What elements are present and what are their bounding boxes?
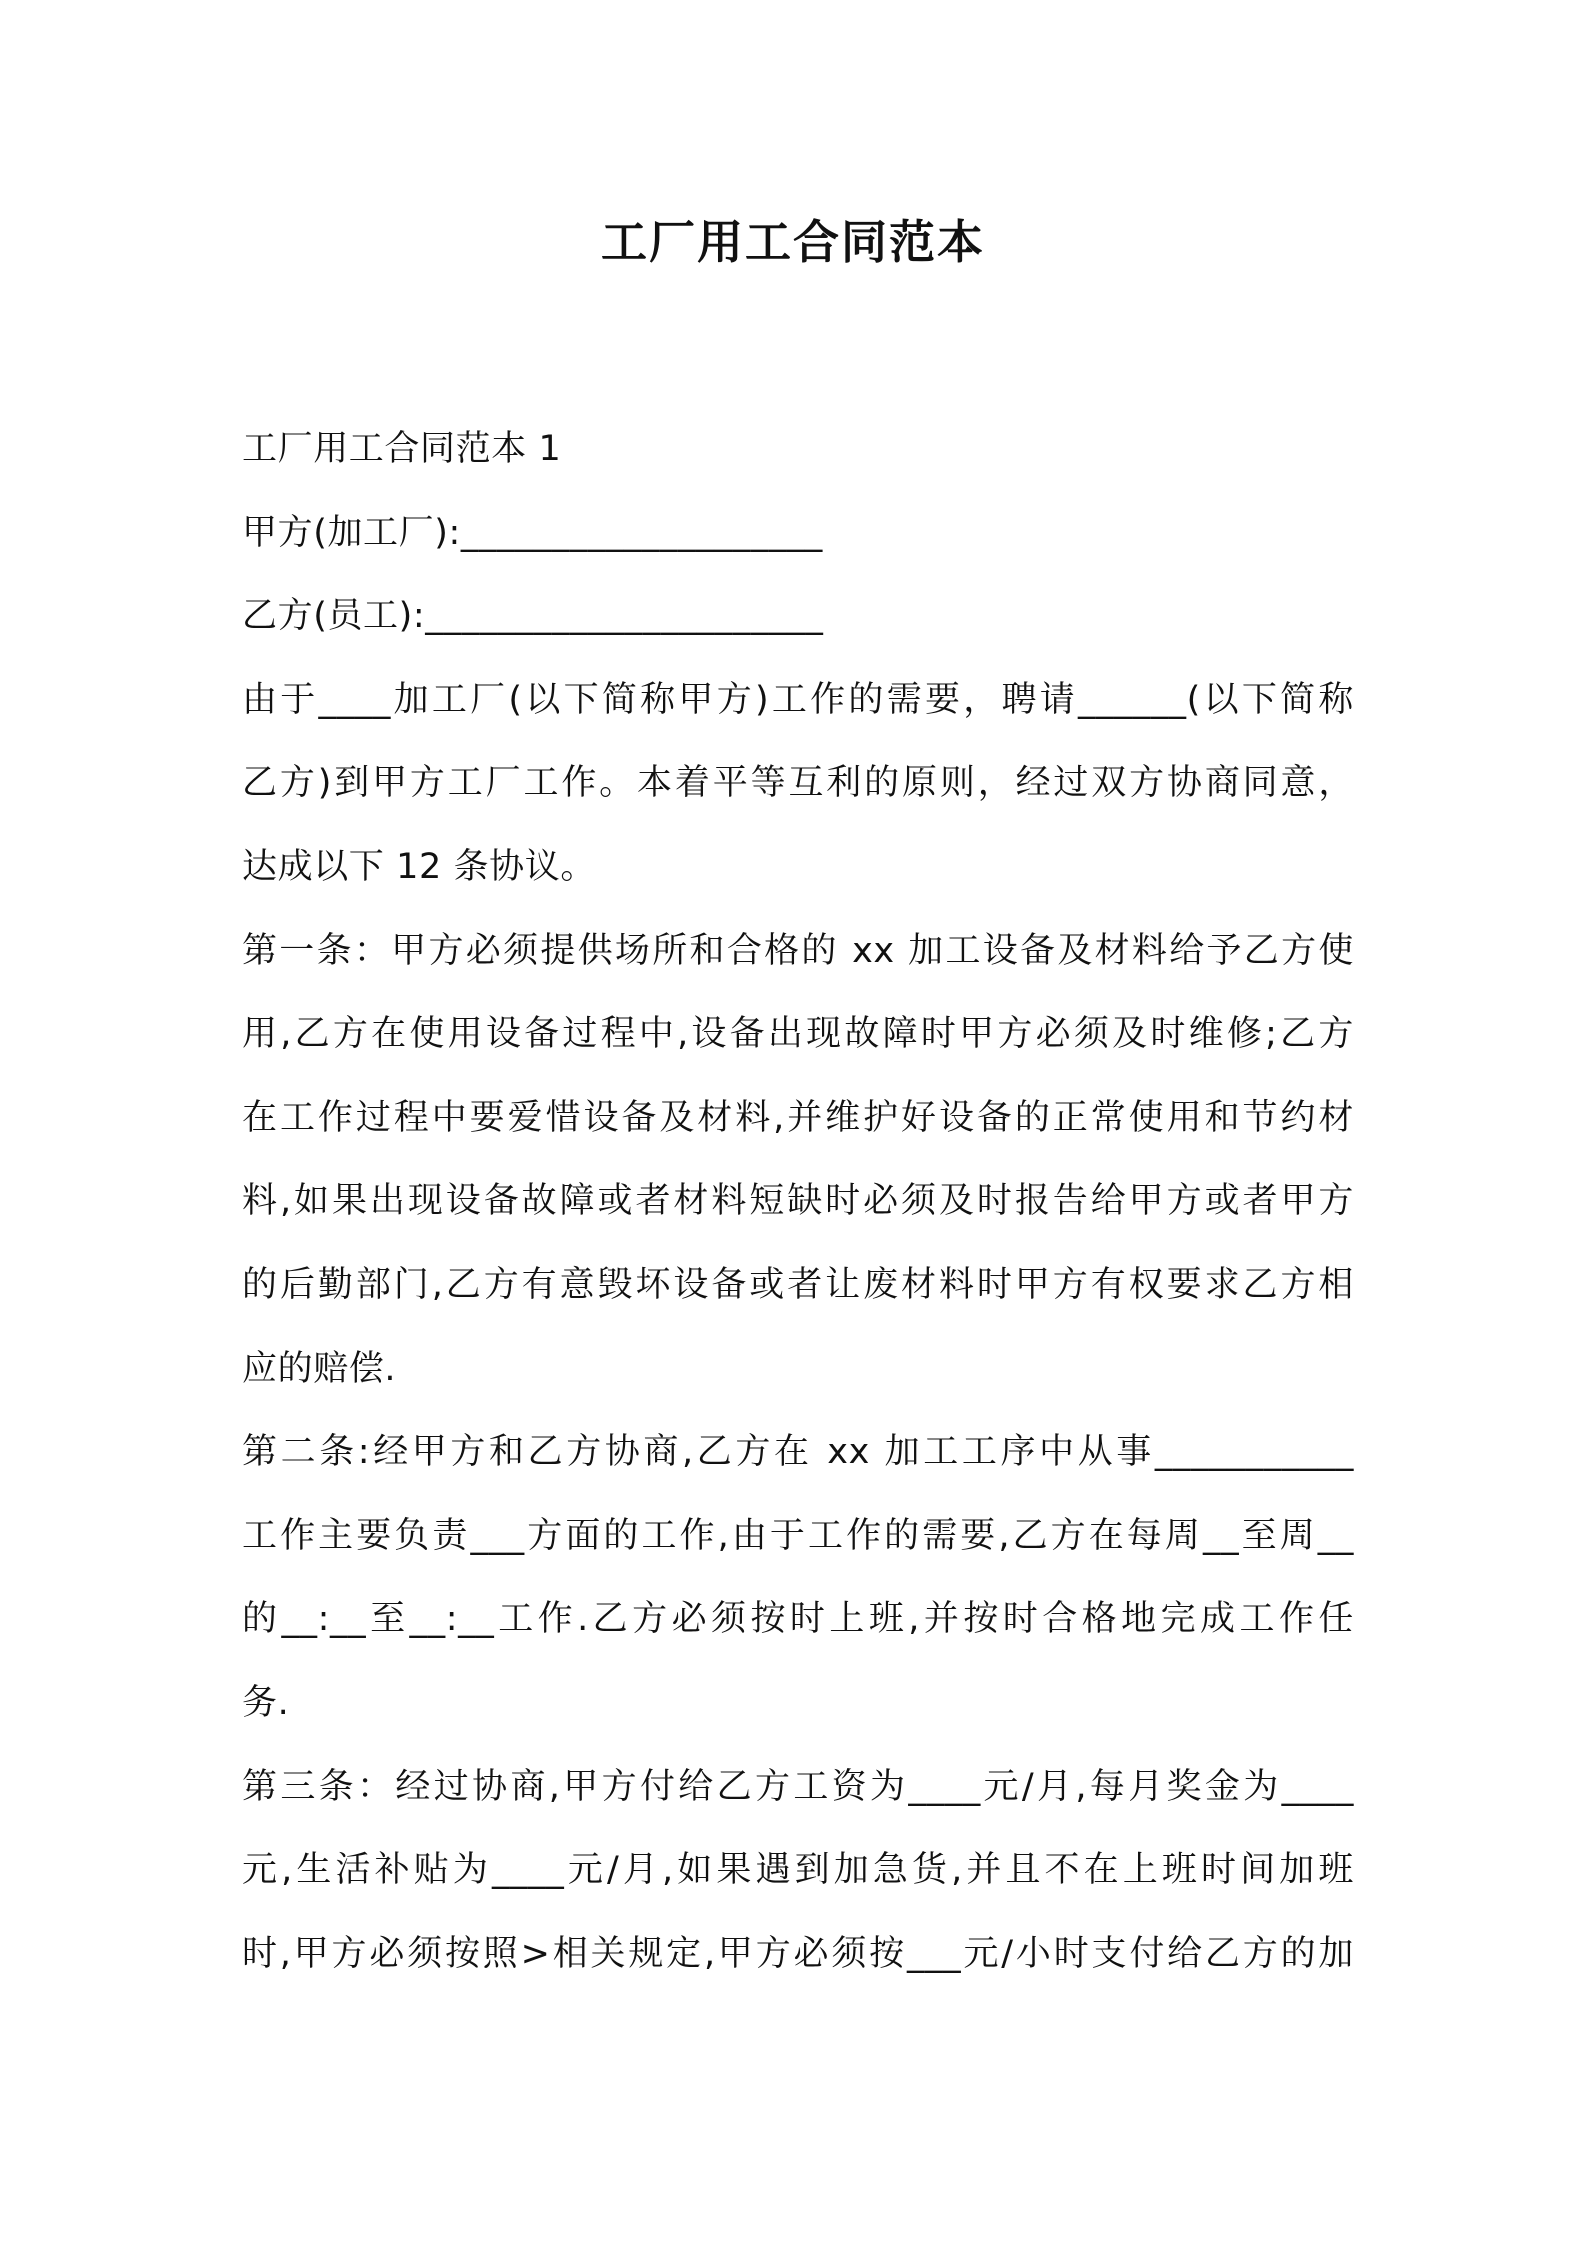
body-line: 乙方(员工):______________________ [242,596,824,637]
body-line: 在工作过程中要爱惜设备及材料,并维护好设备的正常使用和节约材 [242,1097,1354,1138]
body-line: 务. [242,1682,290,1723]
body-line: 第一条：甲方必须提供场所和合格的 xx 加工设备及材料给予乙方使 [242,930,1354,971]
body-line: 的后勤部门,乙方有意毁坏设备或者让废材料时甲方有权要求乙方相 [242,1264,1354,1305]
body-line: 达成以下 12 条协议。 [242,846,596,887]
body-line: 料,如果出现设备故障或者材料短缺时必须及时报告给甲方或者甲方 [242,1181,1354,1222]
body-line: 时,甲方必须按照>相关规定,甲方必须按___元/小时支付给乙方的加 [242,1933,1354,1974]
body-line: 第二条:经甲方和乙方协商,乙方在 xx 加工工序中从事___________ [242,1432,1354,1473]
document-body [242,408,1354,1996]
body-line: 应的赔偿. [242,1348,397,1389]
body-line: 乙方)到甲方工厂工作。本着平等互利的原则，经过双方协商同意， [242,763,1354,804]
body-line: 甲方(加工厂):____________________ [242,512,823,553]
body-line: 由于____加工厂(以下简称甲方)工作的需要，聘请______(以下简称 [242,679,1354,720]
body-line: 工厂用工合同范本 1 [242,429,562,469]
body-line: 元,生活补贴为____元/月,如果遇到加急货,并且不在上班时间加班 [242,1850,1354,1891]
body-line: 用,乙方在使用设备过程中,设备出现故障时甲方必须及时维修;乙方 [242,1014,1354,1055]
body-line: 工作主要负责___方面的工作,由于工作的需要,乙方在每周__至周__ [242,1515,1354,1556]
document-title: 工厂用工合同范本 [601,215,985,269]
body-line: 第三条：经过协商,甲方付给乙方工资为____元/月,每月奖金为____ [242,1766,1354,1807]
body-line: 的__:__至__:__工作.乙方必须按时上班,并按时合格地完成工作任 [242,1599,1354,1640]
